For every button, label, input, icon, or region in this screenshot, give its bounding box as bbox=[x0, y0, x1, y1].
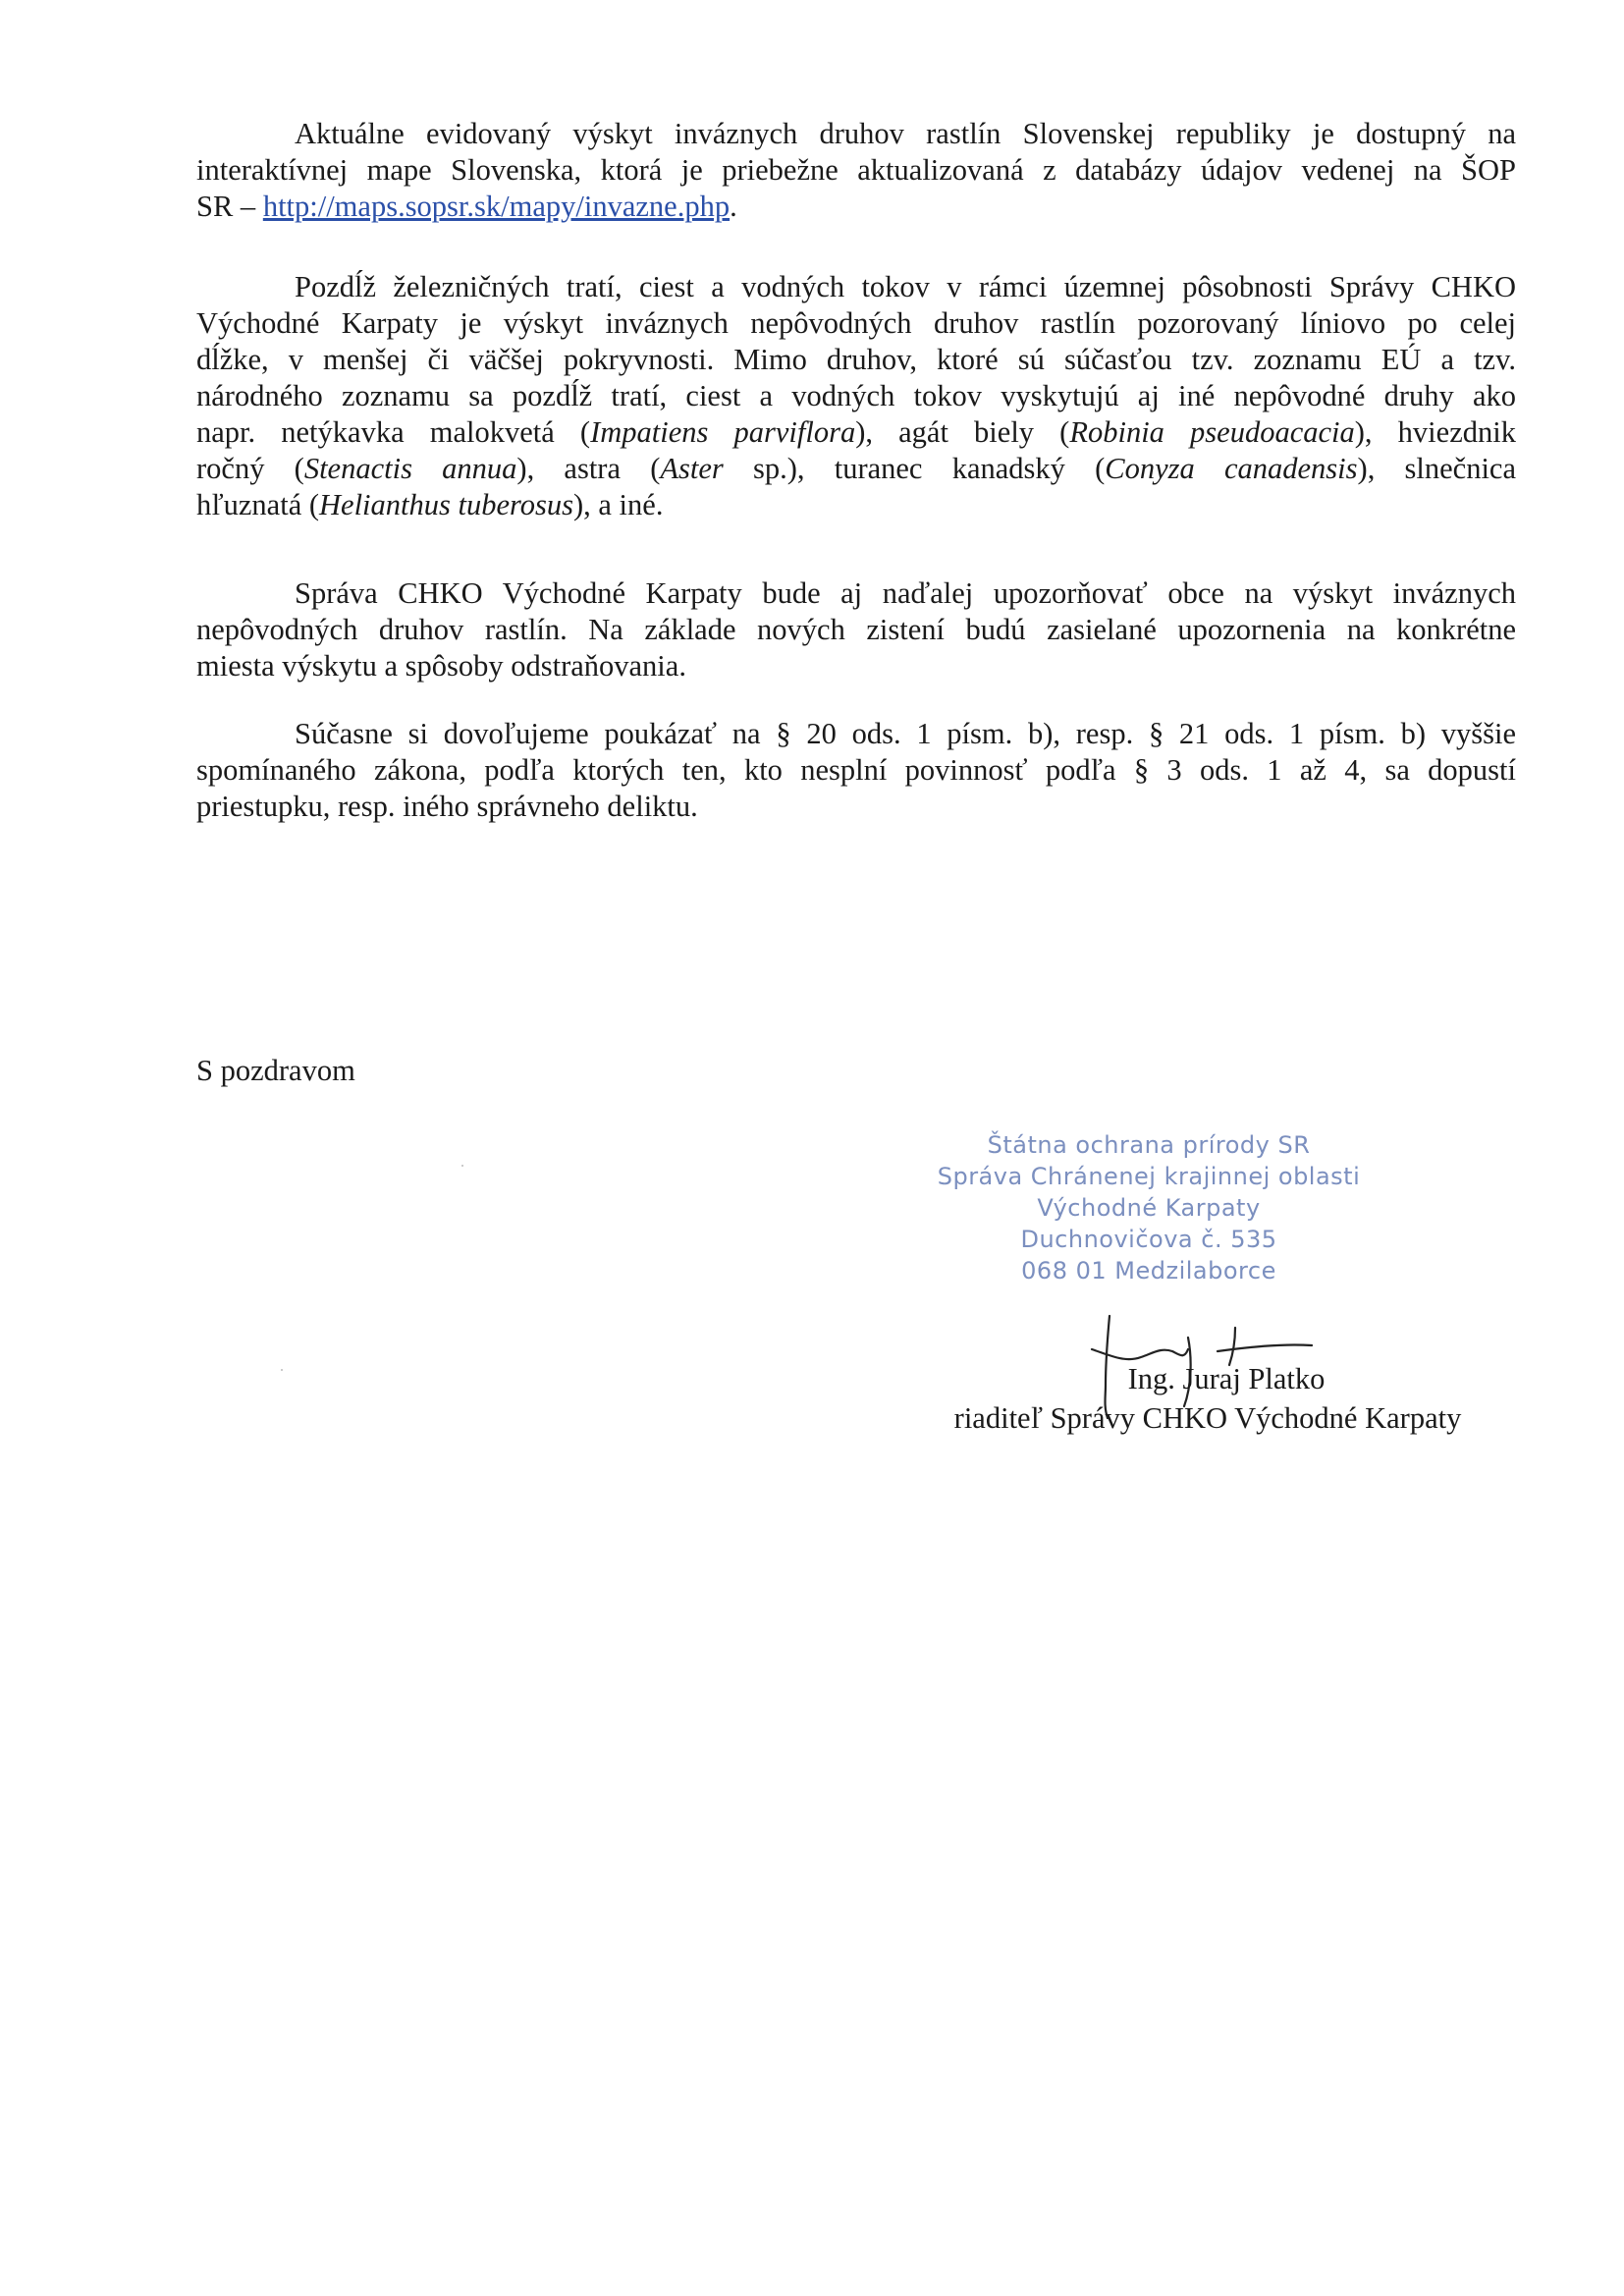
text-fragment: . bbox=[730, 190, 737, 223]
stamp-line: 068 01 Medzilaborce bbox=[1021, 1257, 1276, 1285]
text-fragment: ), hviezdnik bbox=[1354, 415, 1516, 449]
closing-greeting: S pozdravom bbox=[196, 1054, 355, 1087]
paragraph-legal-reference bbox=[196, 716, 1516, 825]
text-fragment: ), slnečnica bbox=[1357, 452, 1516, 485]
stamp-line: Správa Chránenej krajinnej oblasti bbox=[937, 1163, 1361, 1190]
text-line: dĺžke, v menšej či väčšej pokryvnosti. Mimo druhov, ktoré sú súčasťou tzv. zoznamu EÚ a tzv. bbox=[196, 343, 1516, 376]
species-name: Aster bbox=[660, 452, 724, 485]
species-name: Conyza canadensis bbox=[1105, 452, 1358, 485]
signer-name: Ing. Juraj Platko bbox=[1127, 1362, 1326, 1395]
text-line: Správa CHKO Východné Karpaty bude aj naďalej upozorňovať obce na výskyt inváznych bbox=[295, 576, 1516, 610]
text-line bbox=[196, 189, 1516, 225]
text-line: priestupku, resp. iného správneho deliktu. bbox=[196, 790, 698, 823]
text-line bbox=[196, 451, 1516, 487]
text-fragment: ), astra ( bbox=[516, 452, 661, 485]
species-name: Robinia pseudoacacia bbox=[1069, 415, 1355, 449]
paragraph-railways-roads bbox=[196, 269, 1516, 523]
text-line: Aktuálne evidovaný výskyt inváznych druhov rastlín Slovenskej republiky je dostupný na bbox=[295, 117, 1516, 150]
text-fragment: sp.), turanec kanadský ( bbox=[723, 452, 1106, 485]
text-fragment: napr. netýkavka malokvetá ( bbox=[196, 415, 591, 449]
text-fragment: ), a iné. bbox=[572, 488, 664, 521]
text-line: interaktívnej mape Slovenska, ktorá je priebežne aktualizovaná z databázy údajov vedenej na ŠOP bbox=[196, 153, 1516, 187]
text-line: miesta výskytu a spôsoby odstraňovania. bbox=[196, 649, 686, 683]
scan-speck bbox=[461, 1165, 463, 1167]
text-line: spomínaného zákona, podľa ktorých ten, kto nesplní povinnosť podľa § 3 ods. 1 až 4, sa dopustí bbox=[196, 753, 1516, 787]
text-fragment: SR – bbox=[196, 190, 263, 223]
signer-role: riaditeľ Správy CHKO Východné Karpaty bbox=[953, 1401, 1462, 1435]
text-fragment: ročný ( bbox=[196, 452, 304, 485]
paragraph-notifications bbox=[196, 575, 1516, 684]
stamp-line: Duchnovičova č. 535 bbox=[1020, 1226, 1277, 1253]
text-line: nepôvodných druhov rastlín. Na základe nových zistení budú zasielané upozornenia na konkrétne bbox=[196, 613, 1516, 646]
paragraph-invasive-map bbox=[196, 116, 1516, 225]
scan-speck bbox=[281, 1369, 283, 1371]
invasive-map-link[interactable]: http://maps.sopsr.sk/mapy/invazne.php bbox=[262, 190, 731, 223]
species-name: Helianthus tuberosus bbox=[319, 488, 573, 521]
species-name: Impatiens parviflora bbox=[590, 415, 856, 449]
signer-block bbox=[903, 1359, 1512, 1438]
office-stamp bbox=[923, 1129, 1375, 1286]
text-line: národného zoznamu sa pozdĺž tratí, ciest a vodných tokov vyskytujú aj iné nepôvodné druhy ako bbox=[196, 379, 1516, 412]
text-line: Pozdĺž železničných tratí, ciest a vodných tokov v rámci územnej pôsobnosti Správy CHKO bbox=[295, 270, 1516, 303]
text-line bbox=[196, 414, 1516, 451]
text-fragment: ), agát biely ( bbox=[855, 415, 1070, 449]
text-fragment: hľuznatá ( bbox=[196, 488, 320, 521]
text-line: Súčasne si dovoľujeme poukázať na § 20 ods. 1 písm. b), resp. § 21 ods. 1 písm. b) vyššie bbox=[295, 717, 1516, 750]
stamp-line: Štátna ochrana prírody SR bbox=[987, 1131, 1311, 1159]
text-line bbox=[196, 487, 1516, 523]
stamp-line: Východné Karpaty bbox=[1037, 1194, 1261, 1222]
text-line: Východné Karpaty je výskyt inváznych nepôvodných druhov rastlín pozorovaný líniovo po celej bbox=[196, 306, 1516, 340]
species-name: Stenactis annua bbox=[303, 452, 517, 485]
